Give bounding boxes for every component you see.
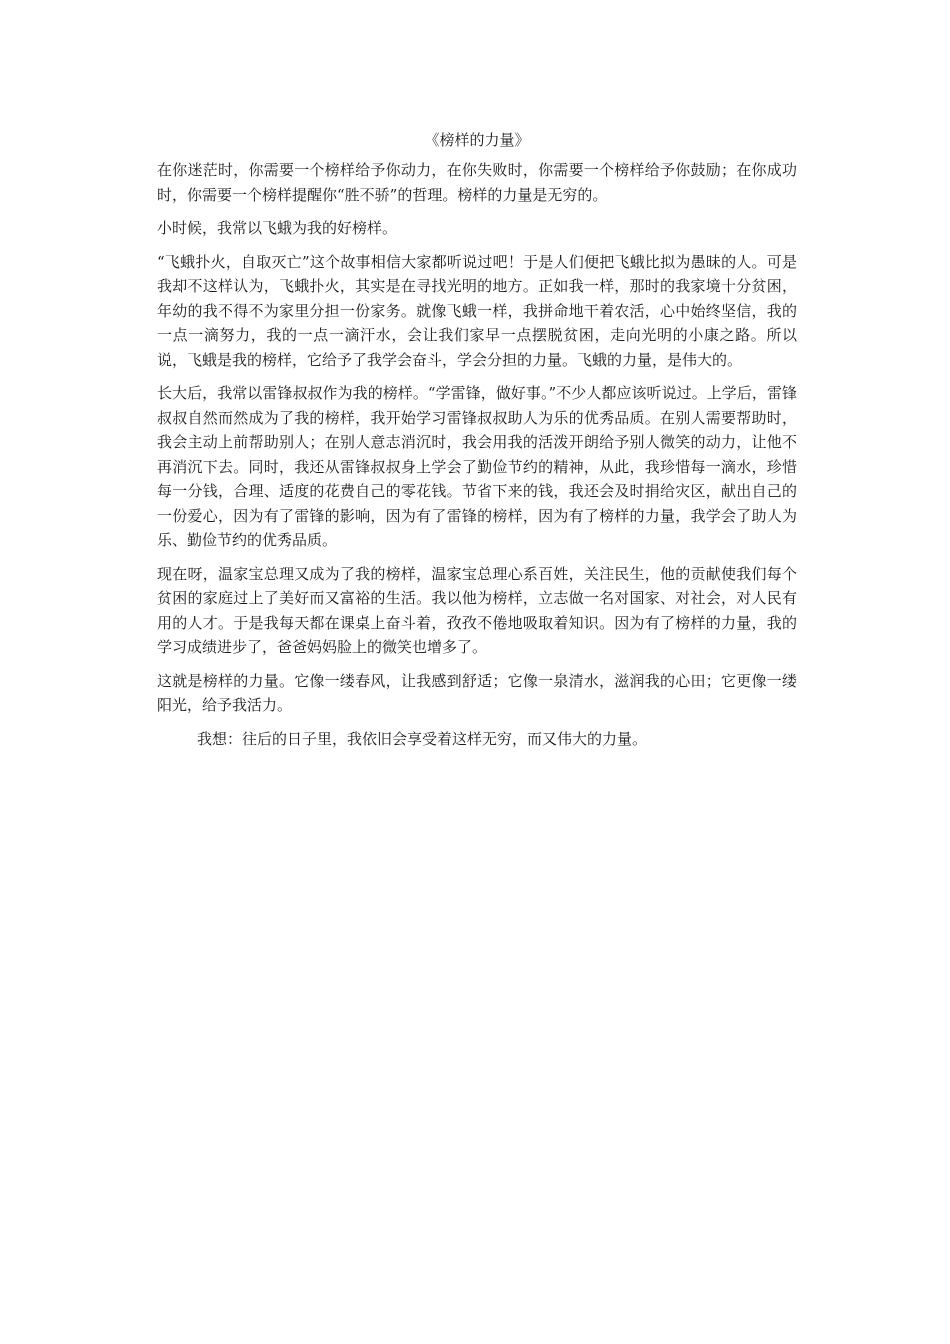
paragraph-power: 这就是榜样的力量。它像一缕春风，让我感到舒适；它像一泉清水，滋润我的心田；它更像一缕阳光，给予我活力。 [157, 671, 797, 714]
paragraph-conclusion: 我想：往后的日子里，我依旧会享受着这样无穷，而又伟大的力量。 [197, 729, 648, 748]
document-title: 《榜样的力量》 [424, 131, 530, 149]
paragraph-wen-jiabao: 现在呀，温家宝总理又成为了我的榜样，温家宝总理心系百姓，关注民生，他的贡献使我们每个贫困的家庭过上了美好而又富裕的生活。我以他为榜样，立志做一名对国家、对社会，对人民有用的人才。于是我每天都在课桌上奋斗着，孜孜不倦地吸取着知识。因为有了榜样的力量，我的学习成绩进步了，爸爸妈妈脸上的微笑也增多了。 [157, 564, 797, 656]
paragraph-childhood: 小时候，我常以飞蛾为我的好榜样。 [157, 219, 398, 237]
document-body [157, 128, 797, 760]
paragraph-lei-feng: 长大后，我常以雷锋叔叔作为我的榜样。“学雷锋，做好事。”不少人都应该听说过。上学后，雷锋叔叔自然而然成为了我的榜样，我开始学习雷锋叔叔助人为乐的优秀品质。在别人需要帮助时，我会主动上前帮助别人；在别人意志消沉时，我会用我的活泼开朗给予别人微笑的动力，让他不再消沉下去。同时，我还从雷锋叔叔身上学会了勤俭节约的精神，从此，我珍惜每一滴水，珍惜每一分钱，合理、适度的花费自己的零花钱。节省下来的钱，我还会及时捐给灾区，献出自己的一份爱心，因为有了雷锋的影响，因为有了雷锋的榜样，因为有了榜样的力量，我学会了助人为乐、勤俭节约的优秀品质。 [157, 384, 797, 549]
paragraph-intro: 在你迷茫时，你需要一个榜样给予你动力，在你失败时，你需要一个榜样给予你鼓励；在你成功时，你需要一个榜样提醒你“胜不骄”的哲理。榜样的力量是无穷的。 [157, 161, 797, 204]
paragraph-moth: “飞蛾扑火，自取灭亡”这个故事相信大家都听说过吧！于是人们便把飞蛾比拟为愚昧的人。可是我却不这样认为，飞蛾扑火，其实是在寻找光明的地方。正如我一样，那时的我家境十分贫困，年幼的我不得不为家里分担一份家务。就像飞蛾一样，我拼命地干着农活，心中始终坚信，我的一点一滴努力，我的一点一滴汗水，会让我们家早一点摆脱贫困，走向光明的小康之路。所以说，飞蛾是我的榜样，它给予了我学会奋斗，学会分担的力量。飞蛾的力量，是伟大的。 [157, 252, 797, 369]
